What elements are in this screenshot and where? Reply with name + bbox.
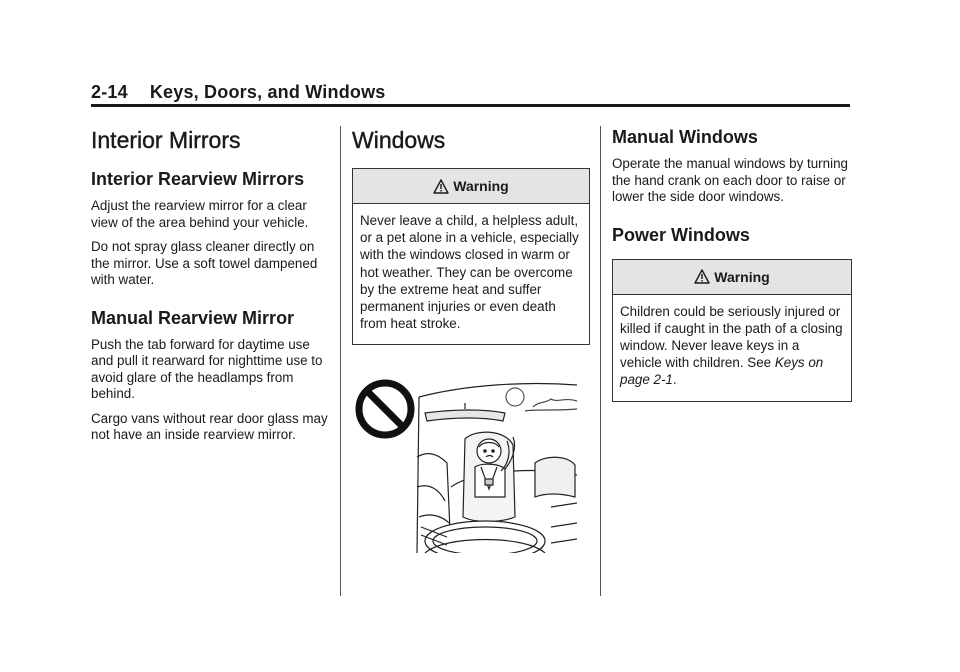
child-in-car-illustration (355, 367, 577, 553)
section-title: Keys, Doors, and Windows (149, 82, 386, 102)
warning-box (352, 168, 590, 345)
section-heading-interior-mirrors: Interior Mirrors (91, 127, 241, 153)
column-divider (600, 126, 601, 596)
subheading-interior-rearview-mirrors: Interior Rearview Mirrors (91, 169, 305, 189)
warning-label: Warning (714, 268, 770, 285)
warning-box (612, 259, 852, 402)
paragraph: Operate the manual windows by turning the hand crank on each door to raise or lower the side door windows. (612, 156, 848, 204)
warning-triangle-icon (694, 269, 710, 284)
heading-manual-windows: Manual Windows (612, 127, 758, 147)
paragraph: Adjust the rearview mirror for a clear view of the area behind your vehicle. (91, 198, 309, 230)
warning-text: Never leave a child, a helpless adult, or a pet alone in a vehicle, especially with the windows closed in warm or hot weather. They can be overcome by the extreme heat and suffer permanent injuries or even death from heat stroke. (360, 213, 579, 332)
paragraph: Cargo vans without rear door glass may not have an inside rearview mirror. (91, 410, 328, 442)
warning-text (620, 303, 843, 389)
warning-label: Warning (453, 178, 509, 194)
cross-reference-link[interactable]: Keys on page 2-1 (620, 355, 824, 388)
warning-header (613, 260, 851, 295)
column-right (612, 126, 852, 402)
column-divider (340, 126, 341, 596)
warning-text-main: Children could be seriously injured or killed if caught in the path of a closing window. Never leave keys in a vehicle with children. See (620, 303, 843, 371)
subheading-manual-rearview-mirror: Manual Rearview Mirror (91, 307, 295, 328)
page-number: 2-14 (91, 82, 128, 102)
warning-body (353, 204, 589, 344)
prohibition-icon (359, 383, 411, 435)
car-interior-drawing (417, 384, 577, 554)
paragraph: Push the tab forward for daytime use and pull it rearward for nighttime use to avoid glare of the headlamps from behind. (91, 336, 323, 401)
warning-body (613, 295, 851, 401)
warning-header (353, 169, 589, 204)
page-header (91, 82, 851, 103)
warning-text-end: . (672, 372, 677, 388)
section-heading-windows: Windows (352, 127, 446, 153)
column-left (91, 126, 331, 452)
paragraph: Do not spray glass cleaner directly on the mirror. Use a soft towel dampened with water. (91, 239, 318, 287)
column-middle (352, 126, 590, 345)
header-rule (91, 104, 850, 107)
header-text (91, 82, 851, 103)
warning-triangle-icon (433, 179, 449, 194)
heading-power-windows: Power Windows (612, 224, 750, 245)
